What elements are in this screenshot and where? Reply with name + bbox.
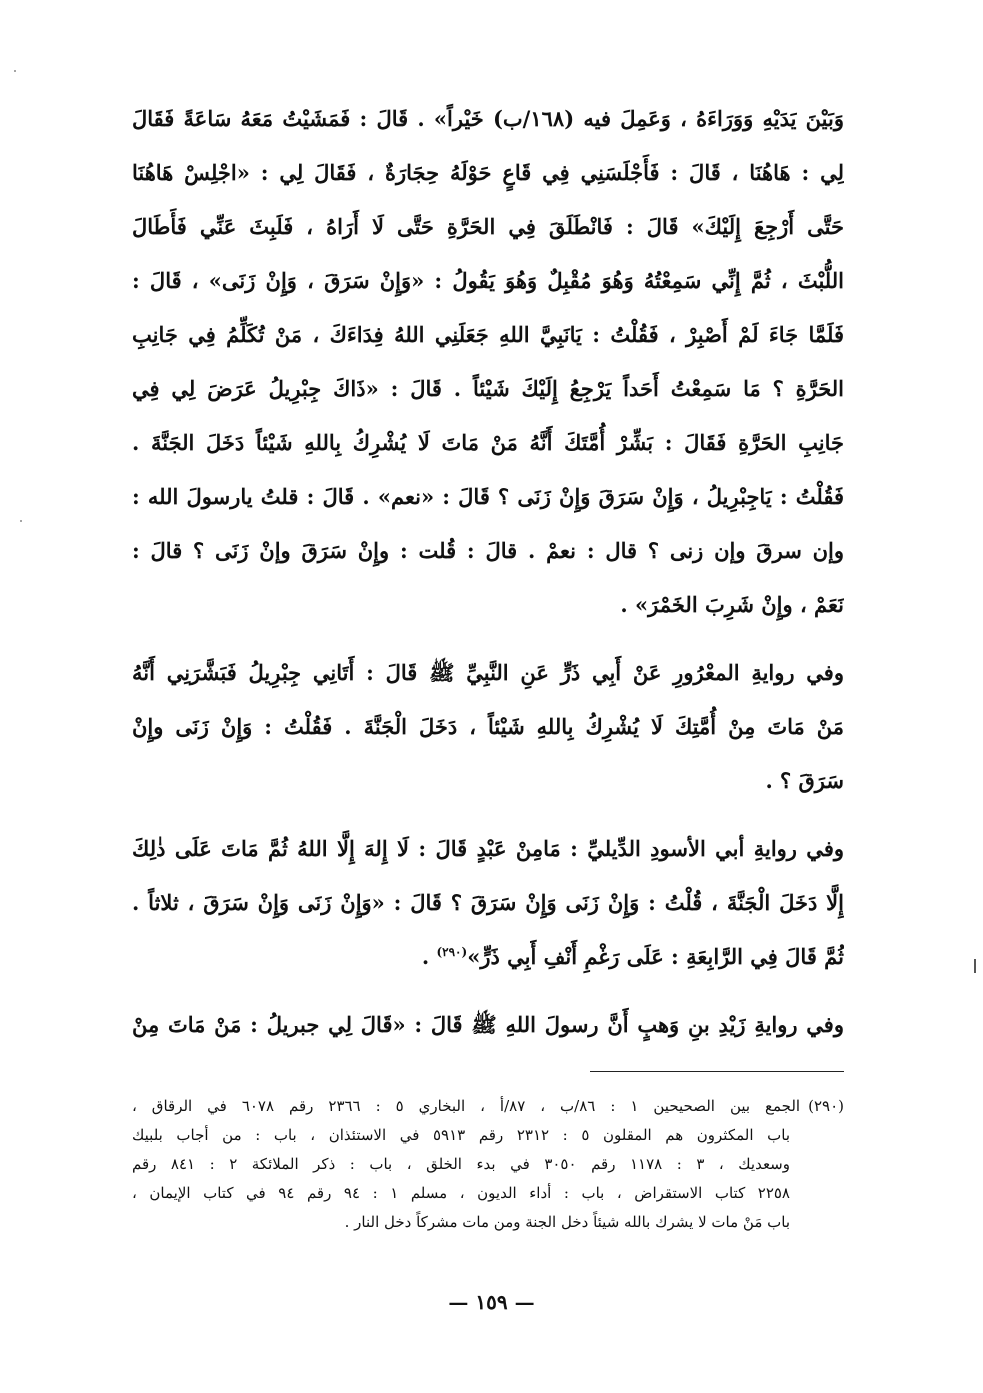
text-segment: ثُمَّ قَالَ فِي الرَّابِعَةِ : عَلَى رَغْمِ أَنْفِ أَبِي ذَرٍّ» xyxy=(467,944,844,969)
text-segment: . xyxy=(421,944,437,969)
scan-speck xyxy=(20,520,22,522)
scan-speck xyxy=(14,70,16,72)
text-line-with-footnote-ref xyxy=(132,930,844,984)
margin-mark xyxy=(974,959,976,973)
footnote-line: باب مَنْ مات لا يشرك بالله شيئاً دخل الجنة ومن مات مشركاً دخل النار . xyxy=(344,1213,790,1231)
text-line: مَنْ مَاتَ مِنْ أُمَّتِكَ لَا يُشْرِكُ بِاللهِ شَيْئاً ، دَخَلَ الْجَنَّةَ . فَقُلْتُ : وَإِنْ زَنَى وإِنْ xyxy=(132,714,844,739)
footnote-line: باب المكثرون هم المقلون ٥ : ٢٣١٢ رقم ٥٩١٣ في الاستئذان ، باب : من أجاب بلبيك xyxy=(132,1126,790,1144)
text-line: الحَرَّةِ ؟ مَا سَمِعْتُ أَحَداً يَرْجِعُ إِلَيْكَ شَيْئاً . قَالَ : «ذَاكَ جِبْرِيلُ عَرَضَ لِي فِي xyxy=(132,376,844,401)
text-line: فَقُلْتُ : يَاجِبْرِيلُ ، وَإِنْ سَرَقَ وَإِنْ زَنَى ؟ قَالَ : «نعم» . قَالَ : قلتُ يارسولَ الله : xyxy=(132,484,844,509)
footnote-separator xyxy=(590,1071,844,1072)
footnote-number: (٢٩٠) xyxy=(808,1097,844,1115)
footnote-reference: (٢٩٠) xyxy=(436,945,468,959)
main-text xyxy=(132,92,844,1052)
footnote-line: ٢٢٥٨ كتاب الاستقراض ، باب : أداء الديون ، مسلم ١ : ٩٤ رقم ٩٤ في كتاب الإيمان ، xyxy=(132,1184,790,1202)
text-line: اللُّبْثَ ، ثُمَّ إِنِّي سَمِعْتُهُ وَهُوَ مُقْبِلٌ وَهُوَ يَقُولُ : «وَإِنْ سَرَقَ ، وَإِنْ زَنَى» ، قَالَ : xyxy=(132,268,844,293)
text-line: فَلَمَّا جَاءَ لَمْ أَصْبِرْ ، فَقُلْتُ : يَانَبِيَّ اللهِ جَعَلَنِي اللهُ فِدَاءَكَ ، مَنْ تُكَلِّمُ فِي جَانِبِ xyxy=(132,322,844,347)
page-number: — ١٥٩ — xyxy=(448,1290,535,1314)
text-line: وفي روايةِ زَيْدِ بنِ وَهبٍ أَنَّ رسولَ اللهِ ﷺ قَالَ : «قَالَ لِي جبريلُ : مَنْ مَاتَ مِنْ xyxy=(132,1012,844,1037)
footnote-text: الجمع بين الصحيحين ١ : ٨٦/ب ، ٨٧/أ ، البخاري ٥ : ٢٣٦٦ رقم ٦٠٧٨ في الرقاق ، xyxy=(132,1097,801,1115)
text-line: وَبَيْنَ يَدَيْهِ وَوَرَاءَهُ ، وَعَمِلَ فيه (١٦٨/ب) خَيْراً» . قَالَ : فَمَشَيْتُ مَعَهُ سَاعَةً فَقَالَ xyxy=(132,106,844,131)
footnotes xyxy=(132,1092,844,1237)
text-line: إِلَّا دَخَلَ الْجَنَّةَ ، قُلْتُ : وَإِنْ زَنَى وَإِنْ سَرَقَ ؟ قَالَ : «وَإِنْ زَنَى وَإِنْ سَرَقَ ، ثلاثاً . xyxy=(132,890,844,915)
text-line: سَرَقَ ؟ . xyxy=(765,768,844,793)
text-line: نَعَمْ ، وإِنْ شَرِبَ الخَمْرَ» . xyxy=(620,592,844,617)
text-line: لِي : هَاهُنَا ، قَالَ : فَأَجْلَسَنِي فِي قَاعٍ حَوْلَهُ حِجَارَةٌ ، فَقَالَ لِي : «اجْلِسْ هَاهُنَا xyxy=(132,160,844,185)
text-line: وفي روايةِ أبي الأسودِ الدِّيليِّ : مَامِنْ عَبْدٍ قَالَ : لَا إِلهَ إِلَّا اللهُ ثُمَّ مَاتَ عَلَى ذٰلِكَ xyxy=(132,836,844,861)
footnote-line xyxy=(132,1092,844,1121)
text-line: وإن سرقَ وإن زنى ؟ قال : نعمْ . قالَ : قُلت : وإِنْ سَرَقَ وإنْ زَنَى ؟ قالَ : xyxy=(132,538,844,563)
text-line: وفي روايةِ المعْرُورِ عَنْ أَبِي ذَرٍّ عَنِ النَّبِيِّ ﷺ قَالَ : أَتَانِي جِبْرِيلُ فَبَشَّرَنِي أَنَّهُ xyxy=(132,660,844,685)
footnote-line: وسعديك ، ٣ : ١١٧٨ رقم ٣٠٥٠ في بدء الخلق ، باب : ذكر الملائكة ٢ : ٨٤١ رقم xyxy=(132,1155,790,1173)
text-line: جَانِبِ الحَرَّةِ فَقَالَ : بَشِّرْ أُمَّتَكَ أَنَّهُ مَنْ مَاتَ لَا يُشْرِكُ بِاللهِ شَيْئاً دَخَلَ الجَنَّةَ . xyxy=(132,430,844,455)
text-line: حَتَّى أَرْجِعَ إِلَيْكَ» قَالَ : فَانْطَلَقَ فِي الحَرَّةِ حَتَّى لَا أَرَاهُ ، فَلَبِثَ عَنِّي فَأَطَالَ xyxy=(132,214,844,239)
